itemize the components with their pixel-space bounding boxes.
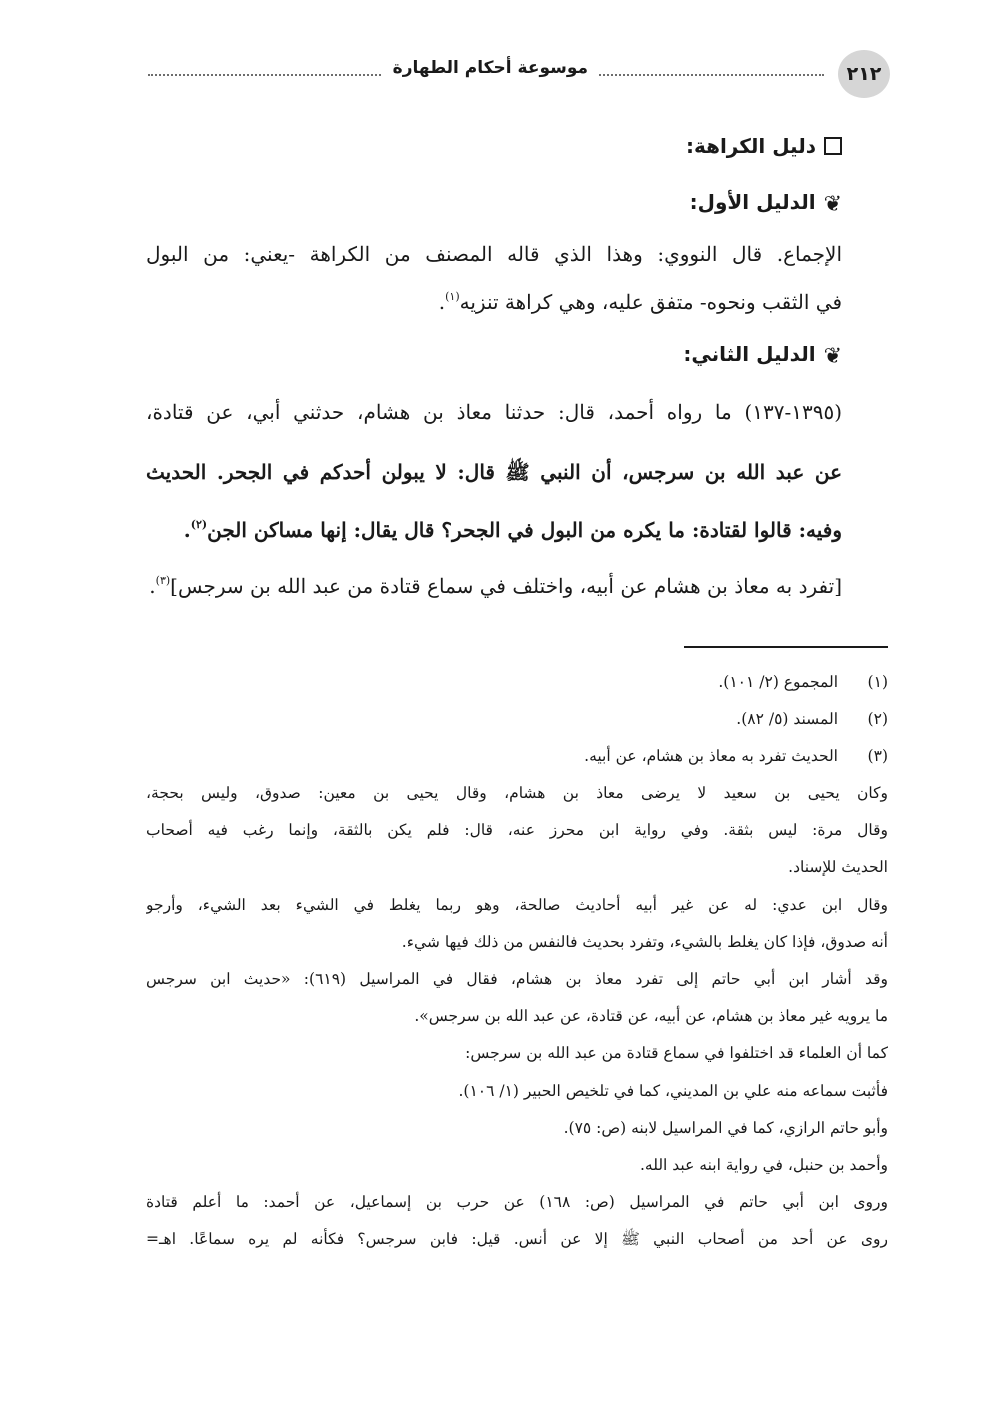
section-heading-label: دليل الكراهة: xyxy=(685,134,816,158)
page-number-badge: ٢١٢ xyxy=(838,50,890,98)
leaf-ornament-icon: ❦ xyxy=(823,344,842,369)
footnote-text: الحديث تفرد به معاذ بن هشام، عن أبيه. xyxy=(584,747,838,765)
footnote-line: وقد أشار ابن أبي حاتم إلى تفرد معاذ بن هشام، فقال في المراسيل (٦١٩): «حديث ابن سرجس xyxy=(146,969,888,988)
footnote-ref[interactable]: (٣) xyxy=(155,574,171,587)
grading-end: . xyxy=(149,574,156,598)
footnote-line: وكان يحيى بن سعيد لا يرضى معاذ بن هشام، وقال يحيى بن معين: صدوق، وليس بحجة، xyxy=(146,784,888,802)
footnote-line: وقال مرة: ليس بثقة. وفي رواية ابن محرز عنه، قال: فلم يكن بالثقة، وإنما رغب فيه أصحاب xyxy=(146,821,888,840)
paragraph-text: في الثقب ونحوه- متفق عليه، وهي كراهة تنزيه xyxy=(459,290,842,314)
paragraph-end: . xyxy=(438,290,446,314)
footnotes xyxy=(146,664,888,1258)
hadith-line: (١٣٩٥-١٣٧) ما رواه أحمد، قال: حدثنا معاذ بن هشام، حدثني أبي، عن قتادة، xyxy=(146,400,842,424)
footnote-line: ما يرويه غير معاذ بن هشام، عن أبيه، عن قتادة، عن عبد الله بن سرجس». xyxy=(414,1007,888,1026)
hadith-line-bold: عن عبد الله بن سرجس، أن النبي ﷺ قال: لا يبولن أحدكم في الجحر. الحديث xyxy=(146,460,842,484)
footnote-text: المسند (٥/ ٨٢). xyxy=(736,710,838,728)
footnote-ref[interactable]: (١) xyxy=(445,290,460,303)
subheading-first-label: الدليل الأول: xyxy=(689,190,816,214)
subheading-second-label: الدليل الثاني: xyxy=(683,342,816,366)
footnote-3 xyxy=(146,738,888,775)
running-title: موسوعة أحكام الطهارة xyxy=(383,58,598,78)
footnote-line: وأبو حاتم الرازي، كما في المراسيل لابنه (ص: ٧٥). xyxy=(563,1118,888,1137)
footnote-line: وقال ابن عدي: له عن غير أبيه أحاديث صالحة، وهو ربما يغلط في الشيء بعد الشيء، وأرجو xyxy=(146,895,888,914)
footnote-1 xyxy=(146,664,888,701)
grading-line xyxy=(146,558,842,614)
footnote-number: (٣) xyxy=(867,747,888,765)
footnote-line: وأحمد بن حنبل، في رواية ابنه عبد الله. xyxy=(639,1155,888,1174)
subheading-second xyxy=(146,326,842,382)
footnote-line: أنه صدوق، فإذا كان يغلط بالشيء، وتفرد بحديث فالنفس من ذلك فيها شيء. xyxy=(401,932,888,951)
footnote-line: الحديث للإسناد. xyxy=(788,858,888,877)
paragraph-line xyxy=(146,278,842,326)
footnote-line: كما أن العلماء قد اختلفوا في سماع قتادة من عبد الله بن سرجس: xyxy=(465,1044,888,1063)
footnote-2 xyxy=(146,701,888,738)
hadith-end: . xyxy=(183,518,191,542)
footnote-line: وروى ابن أبي حاتم في المراسيل (ص: ١٦٨) عن حرب بن إسماعيل، عن أحمد: ما أعلم قتادة xyxy=(146,1193,888,1212)
footnote-line: فأثبت سماعه منه علي بن المديني، كما في تلخيص الحبير (١/ ١٠٦). xyxy=(458,1081,888,1100)
footnote-number: (١) xyxy=(867,673,888,691)
section-heading xyxy=(146,118,842,174)
hadith-line-bold xyxy=(146,502,842,558)
footnote-text: المجموع (٢/ ١٠١). xyxy=(718,673,838,691)
main-text xyxy=(146,118,842,614)
paragraph-line: الإجماع. قال النووي: وهذا الذي قاله المصنف من الكراهة -يعني: من البول xyxy=(146,242,842,266)
footnote-separator xyxy=(684,646,888,648)
grading-text: [تفرد به معاذ بن هشام عن أبيه، واختلف في سماع قتادة من عبد الله بن سرجس] xyxy=(170,574,842,598)
checkbox-square-icon xyxy=(824,137,842,155)
footnote-ref[interactable]: (٢) xyxy=(190,518,208,531)
footnote-number: (٢) xyxy=(867,710,888,728)
footnote-line: روى عن أحد من أصحاب النبي ﷺ إلا عن أنس. قيل: فابن سرجس؟ فكأنه لم يره سماعًا. اهـ= xyxy=(146,1230,888,1249)
page-header xyxy=(148,48,888,102)
subheading-first xyxy=(146,174,842,230)
leaf-ornament-icon: ❦ xyxy=(823,192,842,217)
hadith-text: وفيه: قالوا لقتادة: ما يكره من البول في الجحر؟ قال يقال: إنها مساكن الجن xyxy=(207,518,842,542)
